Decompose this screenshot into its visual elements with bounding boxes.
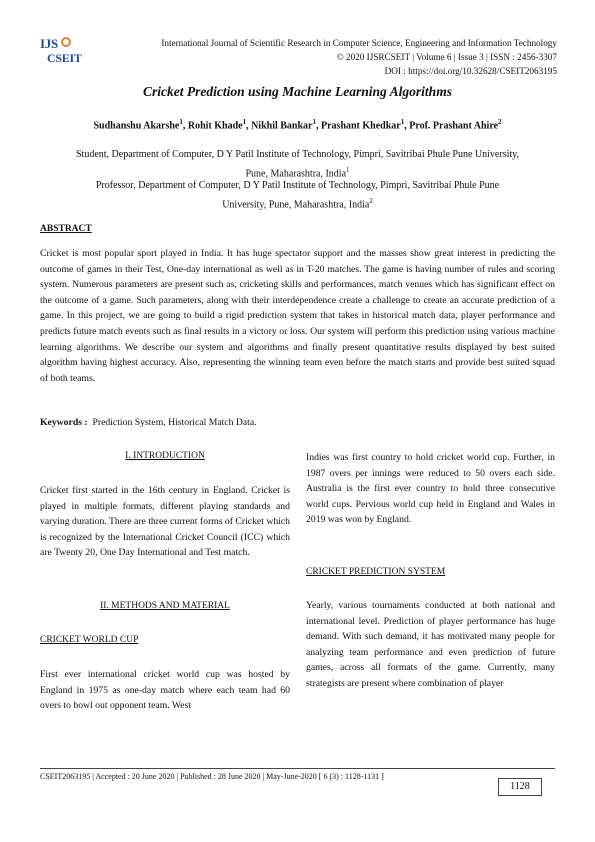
- keywords-label: Keywords :: [40, 417, 88, 428]
- author-list: Sudhanshu Akarshe$^1$, Rohit Khade$^1$, Nikhil Bankar$^1$, Prashant Khedkar$^1$, Prof. Prashant Ahire$^2$: [93, 118, 502, 132]
- author-sup: 1: [312, 118, 316, 126]
- footer-text: CSEIT2063195 | Accepted : 20 June 2020 | Published : 28 June 2020 | May-June-2020 [ 6 (3) : 1128-1131 ]: [40, 772, 384, 781]
- abstract-heading: ABSTRACT: [40, 224, 92, 234]
- author-sup: 2: [498, 118, 502, 126]
- prediction-system-heading: CRICKET PREDICTION SYSTEM: [306, 567, 446, 577]
- logo-ring-icon: [61, 37, 71, 47]
- logo-text-top: IJS: [40, 36, 58, 51]
- paper-title: Cricket Prediction using Machine Learning Algorithms: [143, 84, 452, 99]
- intro-text: Cricket first started in the 16th century in England. Cricket is played in multiple formats, different playing standards and varying duration. There are three current forms of Cricket which is recognized by the International Cricket Council (ICC) which are Twenty 20, One Day International and Test match.: [40, 485, 290, 559]
- page-number: 1128: [498, 778, 542, 796]
- author-name: Sudhanshu Akarshe: [93, 120, 180, 132]
- worldcup-text-cont: Indies was first country to hold cricket world cup. Further, in 1987 overs per innings were reduced to 50 overs each side. Australia is the first ever country to hold three consecutive world cups. Pervious world cup held in England and Wales in 2019 was won by England.: [306, 452, 555, 526]
- affiliation-line: Pune, Maharashtra, India$^1$: [245, 165, 350, 179]
- worldcup-text: First ever international cricket world cup was hosted by England in 1975 as one-day match where each team had 60 overs to bowl out opponent team. West: [40, 669, 290, 712]
- journal-logo: [40, 34, 100, 68]
- affiliation-student: [40, 147, 555, 181]
- logo-text-bottom: CSEIT: [47, 51, 82, 65]
- keywords-text: Prediction System, Historical Match Data.: [92, 417, 257, 428]
- journal-issue: © 2020 IJSRCSEIT | Volume 6 | Issue 3 | ISSN : 2456-3307: [336, 52, 557, 62]
- affiliation-line: Professor, Department of Computer, D Y Patil Institute of Technology, Pimpri, Savitribai Phule Pune: [95, 180, 500, 191]
- keywords: [40, 415, 555, 431]
- abstract-text: Cricket is most popular sport played in India. It has huge spectator support and the masses show great interest in predicting the outcome of games in their Test, One-day international as well as in T-20 matches. The game is having number of rules and scoring system. Numerous parameters are present such as, cricketing skills and performances, match venues which has significant effect on the outcome of a game. Such parameters, along with their interdependence create a challenge to create an accurate prediction of a game. In this project, we are going to build a rigid prediction system that takes in historical match data, player performance and predicts future match events such as final results in a victory or loss. Our system will perform this prediction using various machine learning algorithms. We describe our system and algorithms and finally present quantitative results displayed by best suited algorithm having highest accuracy. Also, representing the winning team even before the match starts and provide best suited squad of both teams.: [40, 248, 555, 384]
- author-name: Prof. Prashant Ahire: [409, 120, 499, 132]
- affiliation-line: Student, Department of Computer, D Y Patil Institute of Technology, Pimpri, Savitribai Phule Pune University,: [75, 149, 519, 160]
- affiliation-professor: [40, 178, 555, 212]
- author-sup: 1: [400, 118, 405, 126]
- author-name: Rohit Khade: [187, 120, 243, 132]
- journal-doi: DOI : https://doi.org/10.32628/CSEIT2063195: [384, 66, 557, 76]
- author-name: Nikhil Bankar: [251, 120, 313, 132]
- intro-heading: I. INTRODUCTION: [125, 451, 205, 461]
- methods-heading: II. METHODS AND MATERIAL: [100, 601, 230, 611]
- footer-rule: [40, 768, 555, 769]
- author-name: Prashant Khedkar: [321, 120, 401, 132]
- journal-name: International Journal of Scientific Research in Computer Science, Engineering and Information Technology: [161, 38, 557, 48]
- prediction-system-text: Yearly, various tournaments conducted at both national and international level. Prediction of player performance has huge demand. With such demand, it has motivated many people for analyzing team performance and even prediction of future games, across all formats of the game. Currently, many strategists are present where combination of player: [306, 600, 555, 689]
- worldcup-heading: CRICKET WORLD CUP: [40, 635, 139, 645]
- author-sup: 1: [179, 118, 183, 126]
- author-sup: 1: [242, 118, 247, 126]
- affiliation-line: University, Pune, Maharashtra, India$^2$: [222, 196, 373, 210]
